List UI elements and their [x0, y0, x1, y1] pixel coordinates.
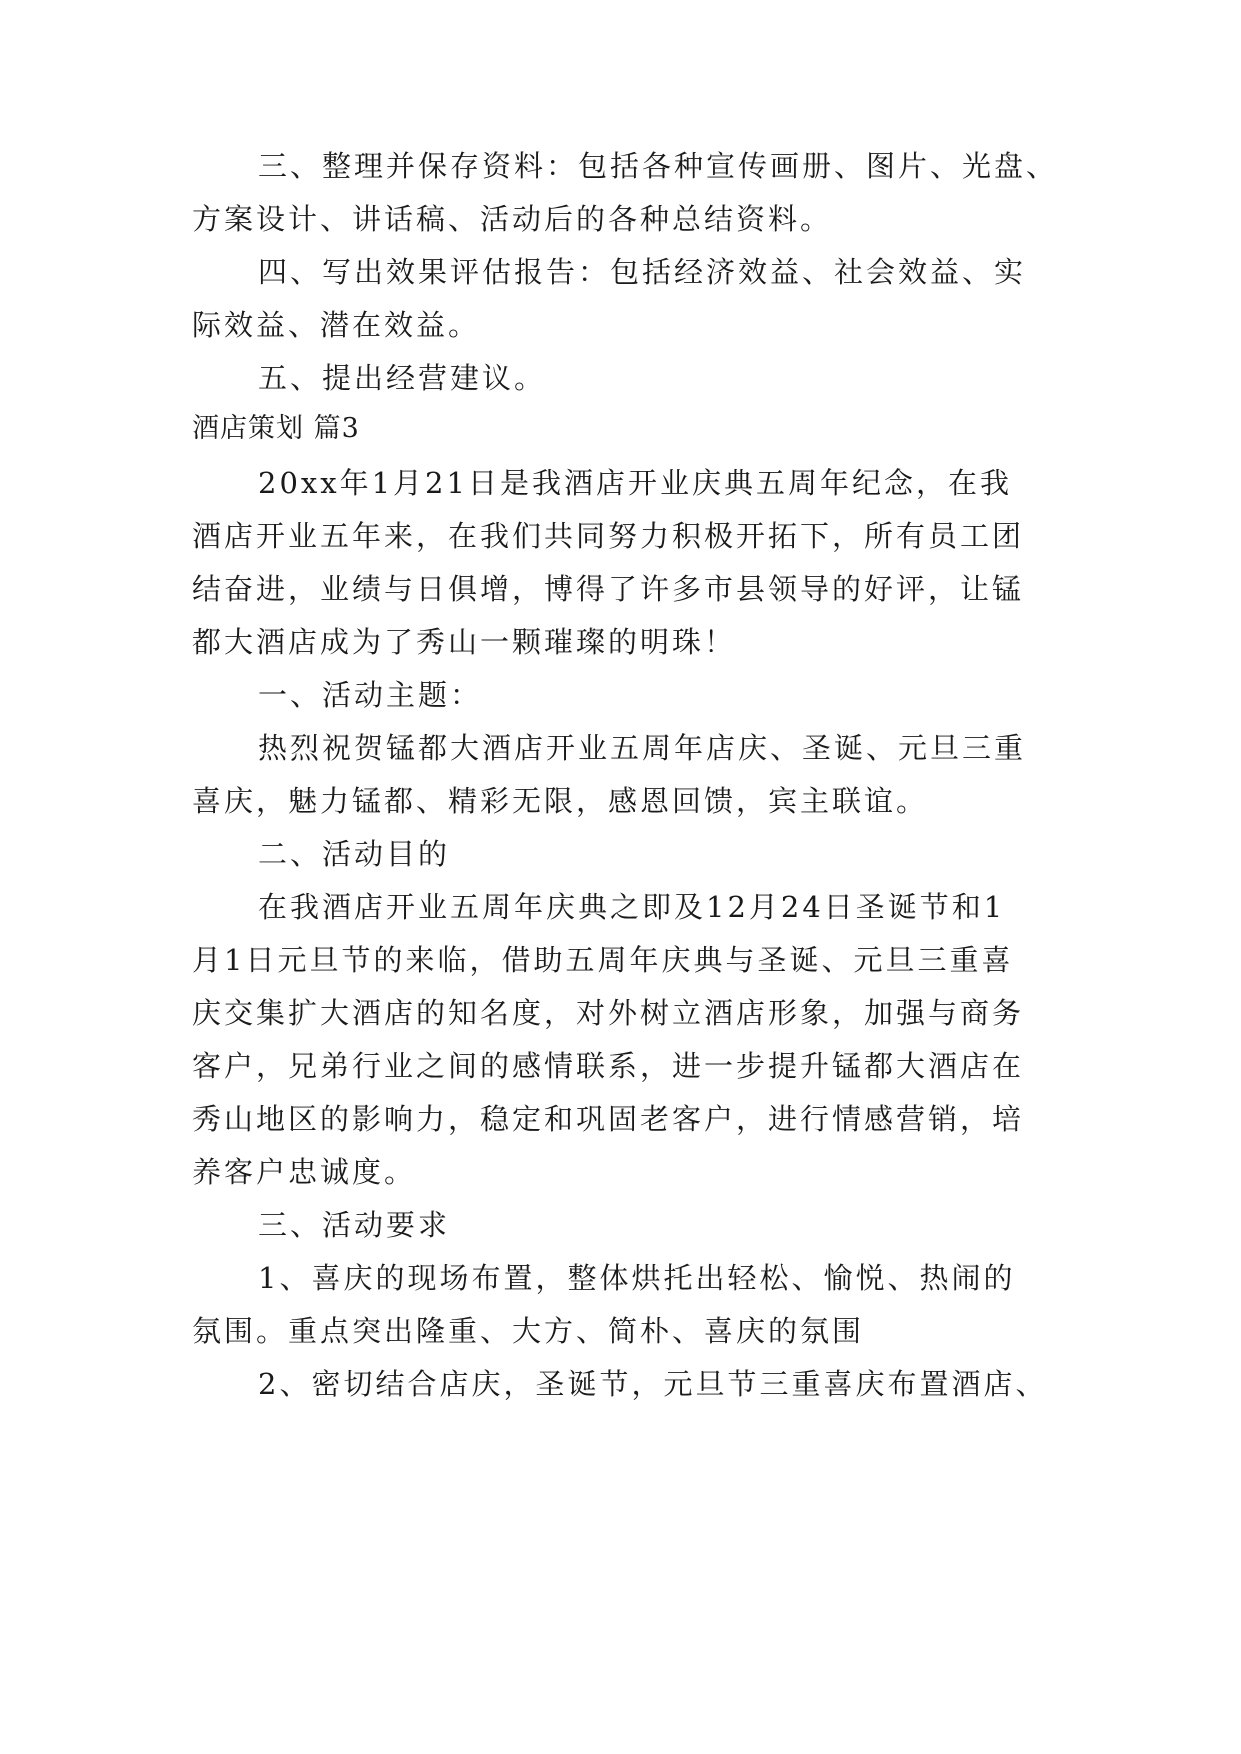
theme-heading: 一、活动主题： — [258, 678, 483, 712]
requirements-item1-line2: 氛围。重点突出隆重、大方、简朴、喜庆的氛围 — [192, 1314, 865, 1348]
requirements-heading: 三、活动要求 — [258, 1208, 451, 1242]
prev-item3-line2: 方案设计、讲话稿、活动后的各种总结资料。 — [192, 202, 833, 236]
requirements-item2-line1: 2、密切结合店庆，圣诞节，元旦节三重喜庆布置酒店、 — [258, 1367, 1048, 1401]
intro-line1: 20xx年1月21日是我酒店开业庆典五周年纪念，在我 — [258, 466, 1012, 500]
purpose-line5: 秀山地区的影响力，稳定和巩固老客户，进行情感营销，培 — [192, 1102, 1025, 1136]
purpose-line6: 养客户忠诚度。 — [192, 1155, 417, 1189]
prev-item3-line1: 三、整理并保存资料：包括各种宣传画册、图片、光盘、 — [258, 149, 1059, 183]
requirements-item1-line1: 1、喜庆的现场布置，整体烘托出轻松、愉悦、热闹的 — [258, 1261, 1016, 1295]
section-heading: 酒店策划 篇3 — [192, 413, 360, 444]
prev-item5-line1: 五、提出经营建议。 — [258, 361, 547, 395]
theme-line1: 热烈祝贺锰都大酒店开业五周年店庆、圣诞、元旦三重 — [258, 731, 1027, 765]
purpose-line3: 庆交集扩大酒店的知名度，对外树立酒店形象，加强与商务 — [192, 996, 1025, 1030]
purpose-line1: 在我酒店开业五周年庆典之即及12月24日圣诞节和1 — [258, 890, 1006, 924]
prev-item4-line1: 四、写出效果评估报告：包括经济效益、社会效益、实 — [258, 255, 1027, 289]
purpose-line2: 月1日元旦节的来临，借助五周年庆典与圣诞、元旦三重喜 — [192, 943, 1014, 977]
intro-line3: 结奋进，业绩与日俱增，博得了许多市县领导的好评，让锰 — [192, 572, 1025, 606]
purpose-heading: 二、活动目的 — [258, 837, 451, 871]
intro-line2: 酒店开业五年来，在我们共同努力积极开拓下，所有员工团 — [192, 519, 1025, 553]
intro-line4: 都大酒店成为了秀山一颗璀璨的明珠！ — [192, 625, 737, 659]
prev-item4-line2: 际效益、潜在效益。 — [192, 308, 481, 342]
purpose-line4: 客户，兄弟行业之间的感情联系，进一步提升锰都大酒店在 — [192, 1049, 1025, 1083]
theme-line2: 喜庆，魅力锰都、精彩无限，感恩回馈，宾主联谊。 — [192, 784, 929, 818]
